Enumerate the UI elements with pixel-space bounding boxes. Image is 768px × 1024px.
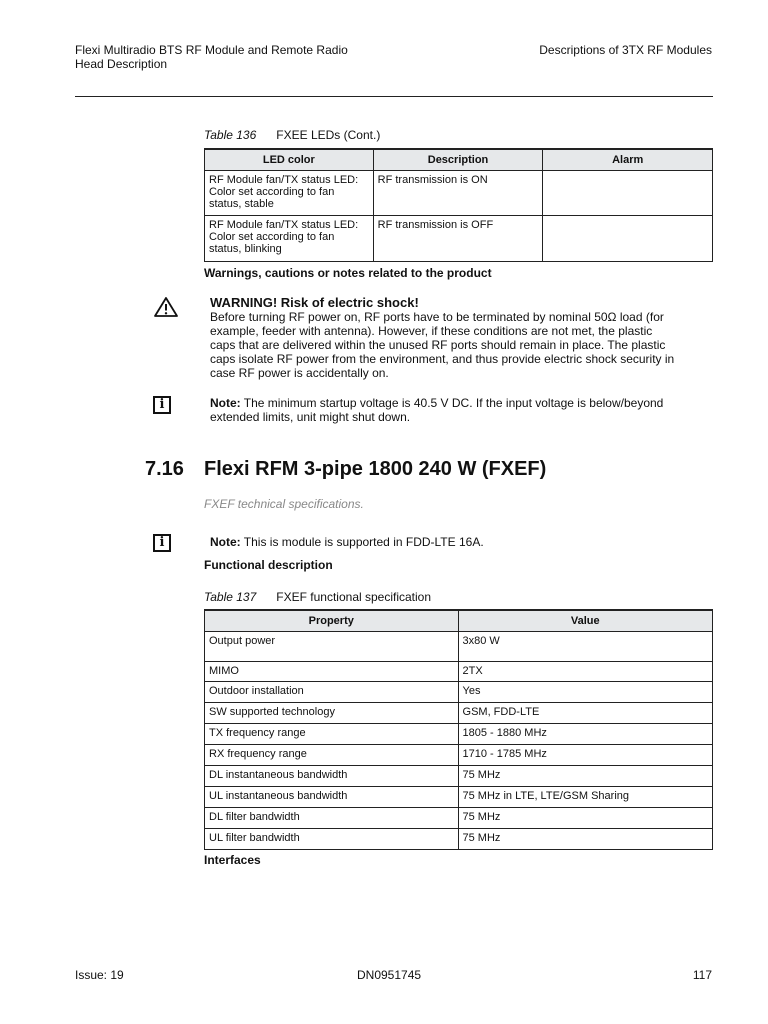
table-cell-property: Outdoor installation [205, 682, 459, 703]
table-cell-property: UL filter bandwidth [205, 829, 459, 850]
table-cell-property: RX frequency range [205, 745, 459, 766]
table-cell-value: 2TX [458, 662, 712, 682]
table-cell-value: 75 MHz [458, 766, 712, 787]
table-136 [204, 148, 713, 262]
table-cell-led: RF Module fan/TX status LED: Color set according to fan status, stable [205, 171, 374, 216]
info-icon: i [153, 534, 171, 552]
note-label: Note: [210, 396, 241, 410]
table-row [205, 171, 713, 216]
table-header-alarm: Alarm [543, 149, 713, 171]
table-137-title: FXEF functional specification [276, 590, 432, 604]
table-cell-property: TX frequency range [205, 724, 459, 745]
table-136-title: FXEE LEDs (Cont.) [276, 128, 381, 142]
table-137-number: Table 137 [204, 590, 257, 604]
footer-issue: Issue: 19 [75, 968, 124, 982]
table-header-property: Property [205, 610, 459, 632]
warning-line: case RF power is accidentally on. [210, 366, 389, 380]
warning-block [210, 296, 720, 380]
table-cell-property: Output power [205, 632, 459, 662]
table-row [205, 724, 713, 745]
table-cell-value: 75 MHz in LTE, LTE/GSM Sharing [458, 787, 712, 808]
footer-page-number: 117 [692, 968, 712, 982]
table-cell-value: 1710 - 1785 MHz [458, 745, 712, 766]
table-row [205, 808, 713, 829]
note-text-line2: extended limits, unit might shut down. [210, 410, 411, 424]
table-cell-property: MIMO [205, 662, 459, 682]
table-cell-value: 75 MHz [458, 829, 712, 850]
table-row [205, 745, 713, 766]
table-cell-description: RF transmission is ON [373, 171, 543, 216]
table-row [205, 829, 713, 850]
warning-line: example, feeder with antenna). However, if these conditions are not met, the plastic [210, 324, 653, 338]
table-137 [204, 609, 713, 850]
table-row [205, 662, 713, 682]
section-title: Flexi RFM 3-pipe 1800 240 W (FXEF) [204, 458, 547, 480]
table-cell-property: UL instantaneous bandwidth [205, 787, 459, 808]
table-row [205, 632, 713, 662]
table-cell-value: 75 MHz [458, 808, 712, 829]
note-label: Note: [210, 535, 241, 549]
table-cell-description: RF transmission is OFF [373, 216, 543, 262]
table-header-description: Description [373, 149, 543, 171]
note-voltage [210, 396, 720, 424]
note-text-line1: The minimum startup voltage is 40.5 V DC. If the input voltage is below/beyond [240, 396, 664, 410]
header-title-line2: Head Description [75, 57, 168, 71]
warning-line: caps that are delivered within the unused RF ports should remain in place. The plastic [210, 338, 666, 352]
table-row [205, 216, 713, 262]
table-cell-property: DL filter bandwidth [205, 808, 459, 829]
warning-triangle-icon [153, 296, 179, 318]
table-cell-alarm [543, 171, 713, 216]
table-cell-value: Yes [458, 682, 712, 703]
table-row [205, 766, 713, 787]
warning-line: Before turning RF power on, RF ports have to be terminated by nominal 50Ω load (for [210, 310, 664, 324]
table-cell-led: RF Module fan/TX status LED: Color set according to fan status, blinking [205, 216, 374, 262]
section-number: 7.16 [145, 458, 184, 480]
section-subtitle: FXEF technical specifications. [204, 497, 364, 511]
table-cell-property: SW supported technology [205, 703, 459, 724]
table-cell-alarm [543, 216, 713, 262]
table-136-number: Table 136 [204, 128, 257, 142]
header-title-line1: Flexi Multiradio BTS RF Module and Remote Radio [75, 43, 348, 57]
header-divider [75, 96, 713, 97]
table-cell-property: DL instantaneous bandwidth [205, 766, 459, 787]
table-cell-value: 3x80 W [458, 632, 712, 662]
table-137-caption [204, 590, 431, 604]
interfaces-heading: Interfaces [204, 853, 261, 867]
footer-doc-id: DN0951745 [357, 968, 422, 982]
table-header-led-color: LED color [205, 149, 374, 171]
table-136-caption [204, 128, 380, 142]
warning-line: caps isolate RF power from the environment, and thus provide electric shock security in [210, 352, 675, 366]
header-chapter: Descriptions of 3TX RF Modules [539, 43, 712, 57]
note-support [210, 535, 484, 549]
warning-title: WARNING! Risk of electric shock! [210, 295, 419, 310]
table-header-value: Value [458, 610, 712, 632]
warnings-heading: Warnings, cautions or notes related to the product [204, 266, 492, 280]
info-icon: i [153, 396, 171, 414]
header-title [75, 43, 348, 71]
table-row [205, 703, 713, 724]
table-cell-value: 1805 - 1880 MHz [458, 724, 712, 745]
table-row [205, 682, 713, 703]
functional-heading: Functional description [204, 558, 333, 572]
table-row [205, 787, 713, 808]
table-cell-value: GSM, FDD-LTE [458, 703, 712, 724]
note-support-text: This is module is supported in FDD-LTE 16A. [240, 535, 484, 549]
